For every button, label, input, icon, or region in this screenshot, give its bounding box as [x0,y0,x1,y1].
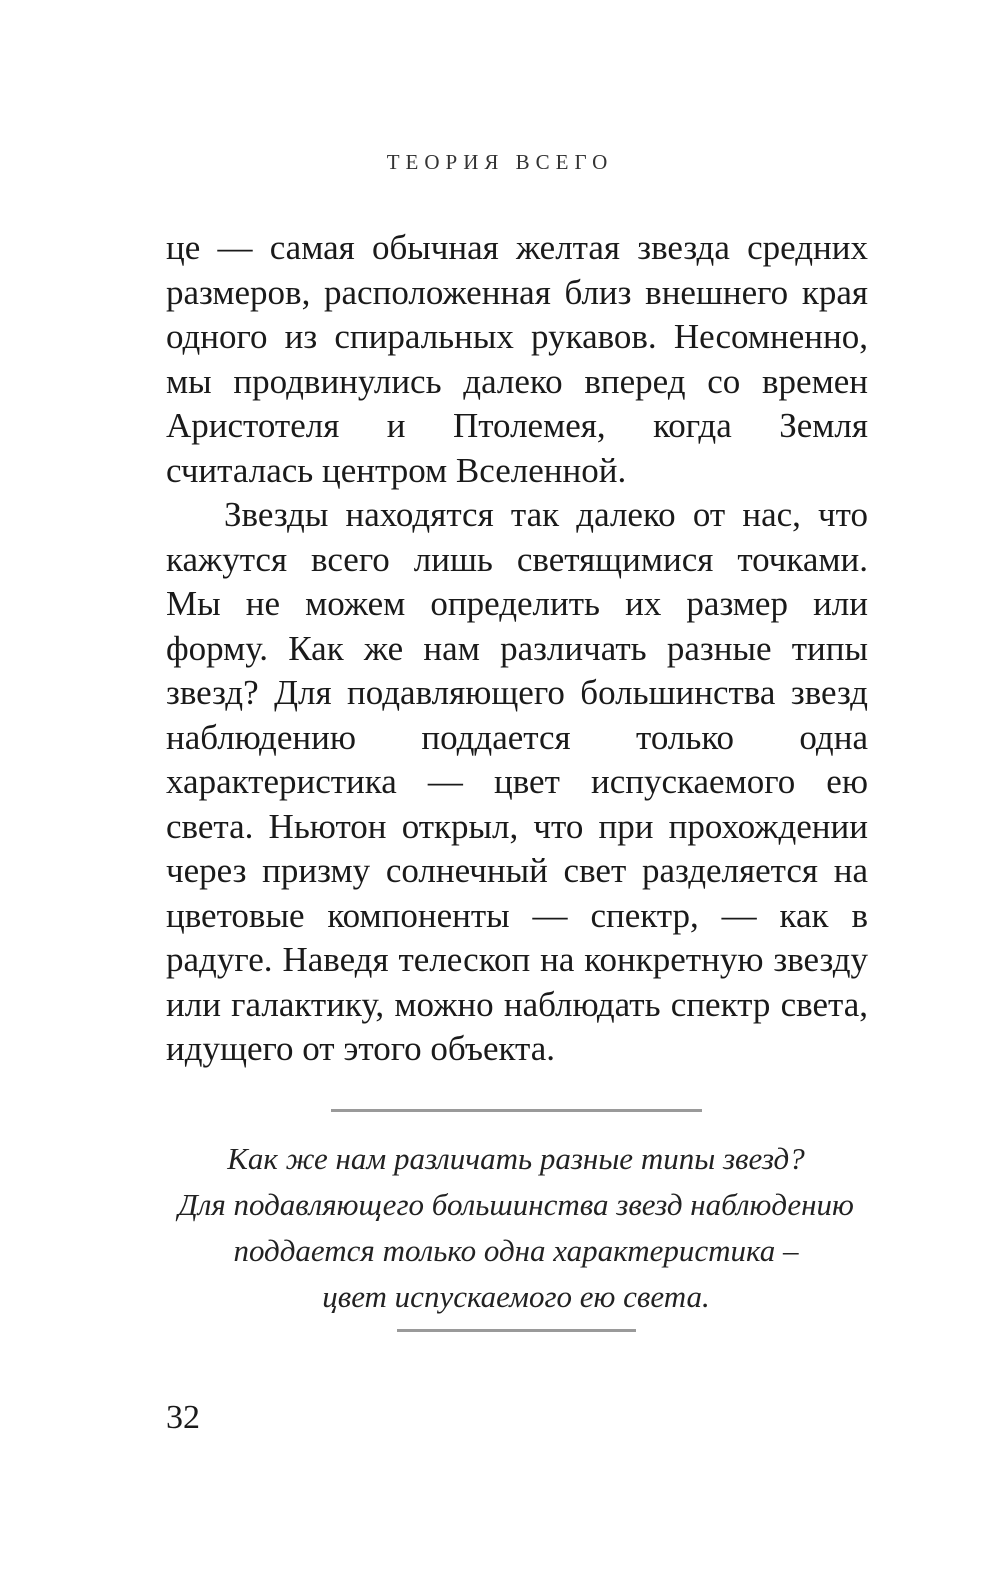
pull-quote [140,1136,892,1320]
pull-quote-line: Как же нам различать разные типы звезд? [227,1141,805,1176]
pull-quote-line: поддается только одна характеристика – [233,1233,799,1268]
pull-quote-rule-top [331,1109,702,1112]
body-text [166,226,868,1072]
paragraph-continuation: це — самая обычная желтая звезда средних размеров, расположенная близ внешнего края одного из спиральных рукавов. Несомненно, мы продвинулись далеко вперед со времен Аристотеля и Птолемея, когда Земля считалась центром Вселенной. [166,228,868,490]
pull-quote-line: Для подавляющего большинства звезд наблюдению [178,1187,854,1222]
pull-quote-rule-bottom [397,1329,636,1332]
paragraph-stars: Звезды находятся так далеко от нас, что кажутся всего лишь светящимися точками. Мы не можем определить их размер или форму. Как же нам различать разные типы звезд? Для подавляющего большинства звезд наблюдению поддается только одна характеристика — цвет испускаемого ею света. Ньютон открыл, что при прохождении через призму солнечный свет разделяется на цветовые компоненты — спектр, — как в радуге. Наведя телескоп на конкретную звезду или галактику, можно наблюдать спектр света, идущего от этого объекта. [166,495,868,1068]
pull-quote-line: цвет испускаемого ею света. [322,1279,710,1314]
page-number: 32 [166,1399,200,1436]
running-head: ТЕОРИЯ ВСЕГО [386,150,614,174]
